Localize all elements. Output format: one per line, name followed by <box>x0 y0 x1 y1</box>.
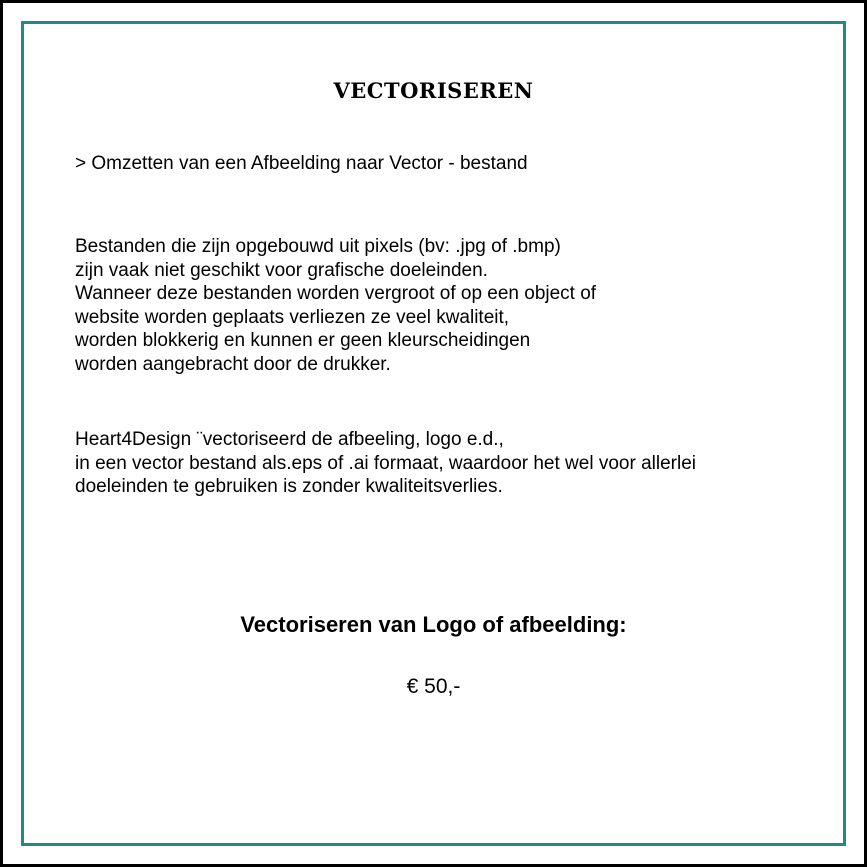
paragraph-line: Bestanden die zijn opgebouwd uit pixels (bv: .jpg of .bmp) <box>75 236 561 257</box>
paragraph-line: worden blokkerig en kunnen er geen kleurscheidingen <box>75 330 531 351</box>
subtitle: > Omzetten van een Afbeelding naar Vector - bestand <box>75 153 528 174</box>
price-value: € 50,- <box>406 675 461 698</box>
service-paragraph <box>75 428 696 499</box>
paragraph-line: in een vector bestand als.eps of .ai formaat, waardoor het wel voor allerlei <box>75 452 696 474</box>
paragraph-line: zijn vaak niet geschikt voor grafische doeleinden. <box>75 259 488 281</box>
paragraph-line: Wanneer deze bestanden worden vergroot of op een object of <box>75 283 597 304</box>
paragraph-line: Heart4Design ¨vectoriseerd de afbeeling, logo e.d., <box>75 429 504 450</box>
page-title: VECTORISEREN <box>333 78 534 103</box>
paragraph-line: website worden geplaats verliezen ze veel kwaliteit, <box>75 306 510 328</box>
paragraph-line: worden aangebracht door de drukker. <box>75 353 391 375</box>
paragraph-line: doeleinden te gebruiken is zonder kwaliteitsverlies. <box>75 476 503 497</box>
description-paragraph <box>75 235 596 376</box>
price-heading: Vectoriseren van Logo of afbeelding: <box>240 612 627 637</box>
